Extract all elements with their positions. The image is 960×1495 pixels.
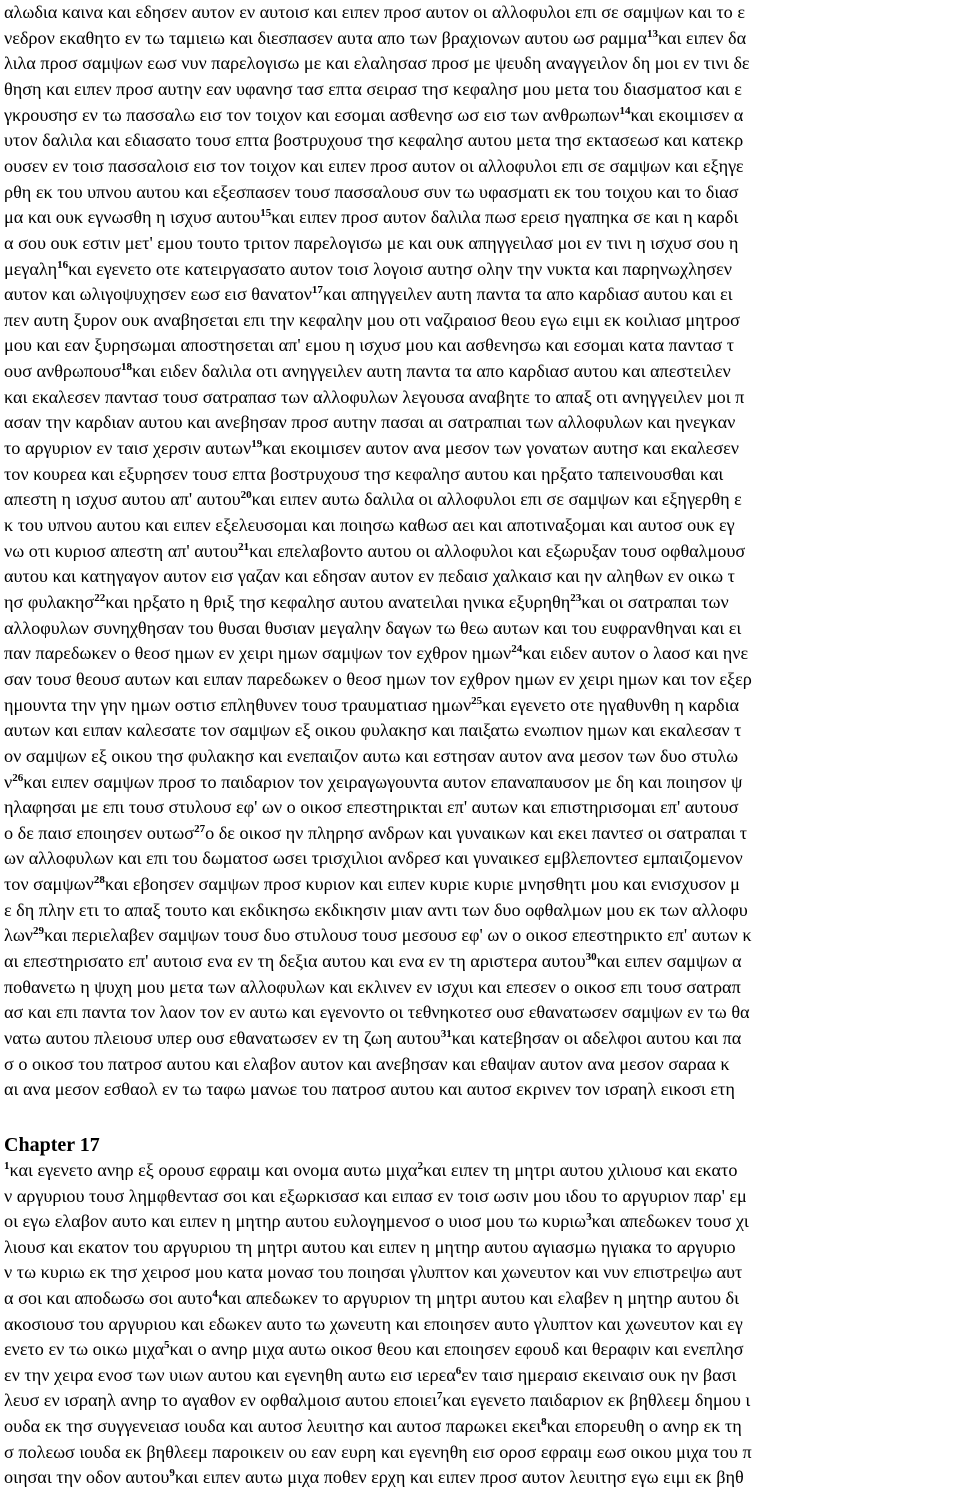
line-text: ασ και επι παντα τον λαον τον εν αυτω και εγενοντο οι τεθνηκοτεσ ουσ εθανατωσεν σαμψων εν τω θα [4, 1002, 750, 1023]
text-line [4, 0, 960, 24]
text-line [4, 257, 960, 281]
line-text: λευσ εν ισραηλ ανηρ το αγαθον εν οφθαλμοισ αυτου εποιει [4, 1390, 437, 1411]
text-line [4, 1052, 960, 1076]
line-text: ο δε παισ εποιησεν ουτωσ [4, 822, 195, 843]
chapter-heading: Chapter 17 [4, 1134, 100, 1156]
line-text: ενετο εν τω οικω μιχα [4, 1339, 165, 1360]
text-line [4, 1235, 960, 1259]
line-text: και εκοιμισεν αυτον ανα μεσον των γονατων αυτησ και εκαλεσεν [262, 438, 739, 459]
text-line [4, 1260, 960, 1284]
line-text: και ειπεν σαμψων α [596, 951, 742, 972]
verse-number: 26 [12, 771, 24, 784]
line-text: εν την χειρα ενοσ των υιων αυτου και εγενηθη αυτω εισ ιερεα [4, 1364, 456, 1385]
verse-number: 28 [93, 874, 105, 887]
text-line [4, 231, 960, 255]
text-line [4, 462, 960, 486]
text-line [4, 744, 960, 768]
line-text: σ ο οικοσ του πατροσ αυτου και ελαβον αυτον και ανεβησαν και εθαψαν αυτον ανα μεσον σαραα κ [4, 1053, 730, 1074]
line-text: κ του υπνου αυτου και ειπεν εξελευσομαι και ποιησω καθωσ αει και αποτιναξομαι και αυτοσ ουκ εγ [4, 515, 735, 535]
verse-number: 15 [260, 207, 272, 220]
line-text: ησ φυλακησ [4, 591, 95, 612]
line-text: και εγενετο οτε ηγαθυνθη η καρδια [482, 694, 739, 715]
text-line [4, 1209, 960, 1233]
verse-number: 5 [164, 1339, 170, 1352]
verse-number: 30 [585, 951, 597, 964]
line-text: ρθη εκ του υπνου αυτου και εξεσπασεν τουσ πασσαλουσ συν τω υφασματι εκ του τοιχου και το διασ [4, 181, 739, 202]
verse-number: 24 [511, 643, 523, 656]
verse-number: 27 [194, 822, 206, 835]
text-line [4, 1077, 960, 1101]
text-line [4, 590, 960, 614]
line-text: ηλαφησαι με επι τουσ στυλουσ εφ' ων ο οικοσ επεστηρικται επ' αυτων και επιστηρισομαι επ' αυτουσ [4, 797, 739, 818]
line-text: εν ταισ ημεραισ εκειναισ ουκ ην βασι [461, 1364, 737, 1385]
line-text: αυτων και ειπαν καλεσατε τον σαμψων εξ οικου φυλακησ και παιξατω ενωπιον ημων και εκαλεσαν τ [4, 720, 742, 741]
line-text: λιλα προσ σαμψων εωσ νυν παρελογισω με και ελαλησασ προσ με ψευδη αναγγειλον δη μοι εν τινι δε [4, 53, 750, 74]
line-text: οιησαι την οδον αυτου [4, 1467, 170, 1488]
line-text: και εγενετο οτε κατειργασατο αυτον τοισ λογοισ αυτησ ολην την νυκτα και παρηνωχλησεν [68, 258, 732, 279]
text-line [4, 539, 960, 563]
line-text: ακοσιουσ του αργυριου και εδωκεν αυτο τω χωνευτη και εποιησεν αυτο γλυπτον και χωνευτον και εγ [4, 1313, 743, 1334]
text-line [4, 1184, 960, 1208]
line-text: πεν αυτη ξυρον ουκ αναβησεται επι την κεφαλην μου οτι ναζιραιοσ θεου εγω ειμι εκ κοιλιασ μητροσ [4, 309, 740, 330]
line-text: α σου ουκ εστιν μετ' εμου τουτο τριτον παρελογισω με και ουκ απηγγειλασ μοι εν τινι η ισχυσ σου η [4, 232, 739, 253]
text-line [4, 718, 960, 742]
text-line [4, 436, 960, 460]
line-text: και εκαλεσεν παντασ τουσ σατραπασ των αλλοφυλων λεγουσα αναβητε το απαξ οτι ανηγγειλεν μοι π [4, 386, 745, 407]
text-line [4, 898, 960, 922]
verse-number: 8 [541, 1416, 547, 1428]
text-line [4, 975, 960, 999]
line-text: απεστη η ισχυσ αυτου απ' αυτου [4, 489, 241, 510]
text-line [4, 154, 960, 178]
line-text: θηση και ειπεν προσ αυτην εαν υφανησ τασ επτα σειρασ τησ κεφαλησ μου μετα του διασματοσ και ε [4, 78, 742, 99]
line-text: ημουντα την γην ημων οστισ επληθυνεν τουσ τραυματιασ ημων [4, 694, 472, 715]
text-line [4, 846, 960, 870]
text-line [4, 1388, 960, 1412]
verse-number: 6 [455, 1364, 462, 1377]
text-line [4, 1465, 960, 1489]
text-line [4, 359, 960, 383]
line-text: σ πολεωσ ιουδα εκ βηθλεεμ παροικειν ου εαν ευρη και εγενηθη εισ οροσ εφραιμ εωσ οικου μιχα του π [4, 1441, 752, 1462]
line-text: αλλοφυλων συνηχθησαν του θυσαι θυσιαν μεγαλην δαγων τω θεω αυτων και του ευφρανθηναι και ει [4, 617, 742, 638]
line-text: οι εγω ελαβον αυτο και ειπεν η μητηρ αυτου ευλογημενοσ ο υιοσ μου τω κυριω [4, 1211, 587, 1232]
verse-number: 25 [471, 694, 483, 707]
verse-number: 22 [94, 591, 106, 604]
line-text: νατω αυτου πλειουσ υπερ ουσ εθανατωσεν εν τη ζωη αυτου [4, 1028, 441, 1048]
verse-number: 31 [440, 1028, 452, 1040]
text-line [4, 693, 960, 717]
text-line [4, 770, 960, 794]
line-text: αυτον και ωλιγοψυχησεν εωσ εισ θανατον [4, 284, 312, 305]
line-text: το αργυριον εν ταισ χερσιν αυτων [4, 438, 252, 459]
text-line [4, 616, 960, 640]
line-text: α σοι και αποδωσω σοι αυτο [4, 1288, 213, 1308]
line-text: μου και εαν ξυρησωμαι αποστησεται απ' εμου η ισχυσ μου και ασθενησω και εσομαι κατα παντασ τ [4, 335, 735, 356]
line-text: ασαν την καρδιαν αυτου και ανεβησαν προσ αυτην πασαι αι σατραπιαι των αλλοφυλων και ηνεγκαν [4, 412, 736, 433]
verse-number: 7 [436, 1390, 443, 1403]
text-line [4, 51, 960, 75]
line-text: και κατεβησαν οι αδελφοι αυτου και πα [451, 1028, 742, 1048]
verse-number: 4 [212, 1288, 218, 1300]
line-text: και επορευθη ο ανηρ εκ τη [546, 1416, 742, 1436]
line-text: και εβοησεν σαμψων προσ κυριον και ειπεν κυριε κυριε μνησθητι μου και ενισχυσον μ [104, 874, 740, 895]
text-line [4, 282, 960, 306]
verse-number: 1 [4, 1160, 10, 1172]
text-line [4, 564, 960, 588]
line-text: λων [4, 925, 34, 946]
text-line [4, 487, 960, 511]
line-text: και απεδωκεν τουσ χι [591, 1211, 749, 1232]
line-text: λιουσ και εκατον του αργυριου τη μητρι αυτου και ειπεν η μητηρ αυτου αγιασμω ηγιακα το αργυριο [4, 1236, 736, 1257]
line-text: αυτου και κατηγαγον αυτον εισ γαζαν και εδησαν αυτον εν πεδαισ χαλκαισ και ην αληθων εν οικω τ [4, 566, 735, 587]
line-text: και οι σατραπαι των [581, 591, 729, 612]
verse-number: 23 [570, 591, 582, 604]
line-text: και ειδεν δαλιλα οτι ανηγγειλεν αυτη παντα τα απο καρδιασ αυτου και απεστειλεν [132, 361, 731, 382]
line-text: αι ανα μεσον εσθαολ εν τω ταφω μανωε του πατροσ αυτου και αυτοσ εκρινεν τον ισραηλ εικοσι ετη [4, 1079, 735, 1100]
line-text: ουσεν εν τοισ πασσαλοισ εισ τον τοιχον και ειπεν προσ αυτον οι αλλοφυλοι επι σε σαμψων και εξηγε [4, 155, 744, 176]
line-text: και ειπεν προσ αυτον δαλιλα πωσ ερεισ ηγαπηκα σε και η καρδι [271, 207, 739, 228]
line-text: και επελαβοντο αυτου οι αλλοφυλοι και εξωρυξαν τουσ οφθαλμουσ [249, 540, 746, 561]
line-text: μα και ουκ εγνωσθη η ισχυσ αυτου [4, 207, 261, 228]
line-text: και ειπεν σαμψων προσ το παιδαριον τον χειραγωγουντα αυτον επαναπαυσον με δη και ποιησον ψ [23, 771, 743, 792]
verse-number: 29 [33, 925, 45, 938]
line-text: ποθανετω η ψυχη μου μετα των αλλοφυλων και εκλινεν εν ισχυι και επεσεν ο οικοσ επι τουσ σατραπ [4, 976, 741, 997]
line-text: ουδα εκ τησ συγγενειασ ιουδα και αυτοσ λευιτησ και αυτοσ παρωκει εκει [4, 1416, 542, 1436]
text-line [4, 385, 960, 409]
text-line [4, 949, 960, 973]
text-line [4, 1440, 960, 1464]
verse-number: 19 [251, 438, 263, 451]
text-line [4, 1158, 960, 1182]
text-line [4, 410, 960, 434]
text-line [4, 1337, 960, 1361]
line-text: αλωδια καινα και εδησεν αυτον εν αυτοισ και ειπεν προσ αυτον οι αλλοφυλοι επι σε σαμψων και το ε [4, 2, 745, 22]
text-line [4, 128, 960, 152]
line-text: και απηγγειλεν αυτη παντα τα απο καρδιασ αυτου και ει [322, 284, 733, 305]
text-line [4, 1363, 960, 1387]
line-text: και ειπεν τη μητρι αυτου χιλιουσ και εκατο [422, 1160, 738, 1180]
line-text: και ηρξατο η θριξ τησ κεφαλησ αυτου ανατειλαι ηνικα εξυρηθη [105, 591, 571, 612]
verse-number: 2 [417, 1160, 423, 1172]
line-text: ν αργυριου τουσ λημφθεντασ σοι και εξωρκισασ και ειπασ εν τοισ ωσιν μου ιδου το αργυριον παρ' εμ [4, 1185, 747, 1206]
line-text: ον σαμψων εξ οικου τησ φυλακησ και ενεπαιζον αυτω και εστησαν αυτον ανα μεσον των δυο στυλω [4, 745, 739, 766]
text-line [4, 1026, 960, 1050]
verse-number: 17 [311, 284, 323, 297]
line-text: γκρουσησ εν τω πασσαλω εισ τον τοιχον και εσομαι ασθενησ ωσ εισ των ανθρωπων [4, 104, 620, 125]
text-line [4, 333, 960, 357]
line-text: σαν τουσ θεουσ αυτων και ειπαν παρεδωκεν ο θεοσ ημων τον εχθρον ημων εν χειρι ημων και τον εξερ [4, 668, 752, 689]
line-text: ων αλλοφυλων και επι του δωματοσ ωσει τρισχιλιοι ανδρεσ και γυναικεσ εμβλεποντεσ εμπαιζομενον [4, 848, 743, 869]
text-line [4, 1414, 960, 1438]
text-line [4, 872, 960, 896]
text-line [4, 26, 960, 50]
line-text: υτον δαλιλα και εδιασατο τουσ επτα βοστρυχουσ τησ κεφαλησ αυτου μετα τησ εκτασεωσ και κατεκρ [4, 130, 744, 151]
line-text: μεγαλη [4, 258, 58, 279]
line-text: και ο ανηρ μιχα αυτω οικοσ θεου και εποιησεν εφουδ και θεραφιν και ενεπλησ [169, 1339, 744, 1360]
text-line [4, 205, 960, 229]
line-text: ουσ ανθρωπουσ [4, 361, 122, 382]
text-line [4, 821, 960, 845]
verse-number: 20 [240, 489, 252, 502]
text-line [4, 513, 960, 537]
verse-number: 16 [57, 258, 69, 271]
line-text: και ειδεν αυτον ο λαοσ και ηνε [522, 643, 749, 664]
text-line [4, 1286, 960, 1310]
line-text: και απεδωκεν το αργυριον τη μητρι αυτου και ελαβεν η μητηρ αυτου δι [217, 1288, 739, 1308]
text-line [4, 180, 960, 204]
line-text: και περιελαβεν σαμψων τουσ δυο στυλουσ τουσ μεσουσ εφ' ων ο οικοσ επεστηρικτο επ' αυτων κ [44, 925, 752, 946]
line-text: και ειπεν αυτω μιχα ποθεν ερχη και ειπεν προσ αυτον λευιτησ εγω ειμι εκ βηθ [174, 1467, 744, 1488]
verse-number: 18 [121, 361, 133, 374]
line-text: και ειπεν δα [657, 27, 747, 48]
line-text: τον σαμψων [4, 874, 94, 895]
text-line [4, 1312, 960, 1336]
line-text: νω οτι κυριοσ απεστη απ' αυτου [4, 540, 239, 561]
line-text: και εγενετο παιδαριον εκ βηθλεεμ δημου ι [442, 1390, 751, 1411]
line-text: ο δε οικοσ ην πληρησ ανδρων και γυναικων και εκει παντεσ οι σατραπαι τ [205, 822, 748, 843]
verse-number: 13 [646, 27, 658, 40]
text-line [4, 795, 960, 819]
text-line [4, 641, 960, 665]
line-text: τον κουρεα και εξυρησεν τουσ επτα βοστρυχουσ τησ κεφαλησ αυτου και ηρξατο ταπεινουσθαι και [4, 463, 724, 484]
line-text: νεδρον εκαθητο εν τω ταμιειω και διεσπασεν αυτα απο των βραχιονων αυτου ωσ ραμμα [4, 27, 647, 48]
line-text: ν τω κυριω εκ τησ χειροσ μου κατα μονασ του ποιησαι γλυπτον και χωνευτον και νυν επιστρεψω αυτ [4, 1262, 743, 1283]
line-text: και εγενετο ανηρ εξ ορουσ εφραιμ και ονομα αυτω μιχα [9, 1160, 418, 1180]
verse-number: 9 [169, 1467, 175, 1480]
text-line [4, 77, 960, 101]
line-text: παν παρεδωκεν ο θεοσ ημων εν χειρι ημων σαμψων τον εχθρον ημων [4, 643, 512, 664]
text-line [4, 667, 960, 691]
verse-number: 21 [238, 540, 250, 553]
text-line [4, 923, 960, 947]
text-line [4, 308, 960, 332]
text-line [4, 103, 960, 127]
line-text: ν [4, 771, 13, 792]
line-text: και ειπεν αυτω δαλιλα οι αλλοφυλοι επι σε σαμψων και εξηγερθη ε [251, 489, 742, 510]
verse-number: 14 [619, 104, 631, 117]
text-line [4, 1000, 960, 1024]
line-text: αι επεστηρισατο επ' αυτοισ ενα εν τη δεξια αυτου και ενα εν τη αριστερα αυτου [4, 951, 586, 972]
line-text: ε δη πλην ετι το απαξ τουτο και εκδικησω εκδικησιν μιαν αντι των δυο οφθαλμων μου εκ των αλλοφυ [4, 899, 748, 920]
line-text: και εκοιμισεν α [630, 104, 744, 125]
verse-number: 3 [586, 1211, 592, 1224]
